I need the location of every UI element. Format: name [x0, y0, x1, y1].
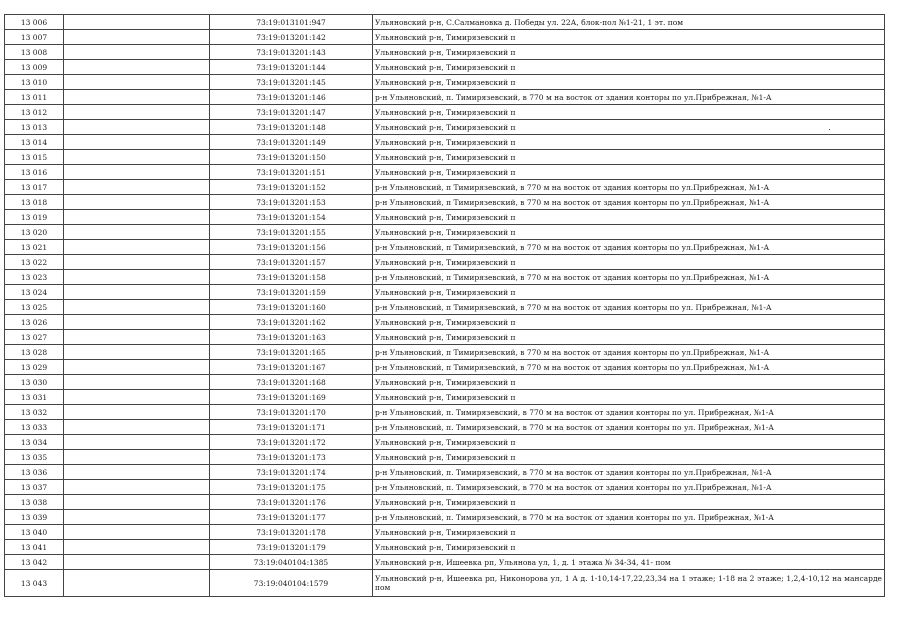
row-number: 13 012: [5, 105, 64, 120]
cadastral-number: 73:19:013201:160: [210, 300, 373, 315]
table-row: [5, 510, 885, 525]
row-number: 13 026: [5, 315, 64, 330]
cadastral-number: 73:19:013201:165: [210, 345, 373, 360]
row-number: 13 017: [5, 180, 64, 195]
row-number: 13 019: [5, 210, 64, 225]
row-blank-cell: [64, 450, 210, 465]
row-number: 13 007: [5, 30, 64, 45]
table-row: [5, 495, 885, 510]
cadastral-number: 73:19:013201:173: [210, 450, 373, 465]
table-row: [5, 405, 885, 420]
cadastral-number: 73:19:013201:155: [210, 225, 373, 240]
address: Ульяновский р-н, Тимирязевский п: [373, 495, 885, 510]
address: р-н Ульяновский, п Тимирязевский, в 770 м на восток от здания конторы по ул.Прибрежная, №1-А: [373, 180, 885, 195]
row-blank-cell: [64, 510, 210, 525]
table-row: [5, 360, 885, 375]
row-blank-cell: [64, 315, 210, 330]
row-number: 13 009: [5, 60, 64, 75]
address: Ульяновский р-н, Тимирязевский п: [373, 105, 885, 120]
row-number: 13 033: [5, 420, 64, 435]
cadastral-number: 73:19:013201:174: [210, 465, 373, 480]
row-blank-cell: [64, 360, 210, 375]
table-row: [5, 300, 885, 315]
table-row: [5, 465, 885, 480]
row-number: 13 034: [5, 435, 64, 450]
address: Ульяновский р-н, С.Салмановка д. Победы ул. 22А, блок-пол №1-21, 1 эт. пом: [373, 15, 885, 30]
address: Ульяновский р-н, Ишеевка рп, Никонорова ул, 1 А д. 1-10,14-17,22,23,34 на 1 этаже; 1-18 на 2 этаже; 1,2,4-10,12 на мансарде пом: [373, 570, 885, 597]
row-blank-cell: [64, 330, 210, 345]
row-blank-cell: [64, 75, 210, 90]
address: Ульяновский р-н, Тимирязевский п: [373, 60, 885, 75]
row-number: 13 029: [5, 360, 64, 375]
cadastral-number: 73:19:013201:144: [210, 60, 373, 75]
address: р-н Ульяновский, п. Тимирязевский, в 770 м на восток от здания конторы по ул. Прибрежная, №1-А: [373, 510, 885, 525]
row-blank-cell: [64, 30, 210, 45]
row-blank-cell: [64, 90, 210, 105]
address: р-н Ульяновский, п Тимирязевский, в 770 м на восток от здания конторы по ул.Прибрежная, №1-А: [373, 345, 885, 360]
cadastral-number: 73:19:013201:151: [210, 165, 373, 180]
row-number: 13 030: [5, 375, 64, 390]
row-number: 13 038: [5, 495, 64, 510]
address: Ульяновский р-н, Тимирязевский п: [373, 210, 885, 225]
row-number: 13 008: [5, 45, 64, 60]
cadastral-number: 73:19:013201:146: [210, 90, 373, 105]
address: Ульяновский р-н, Тимирязевский п: [373, 120, 885, 135]
row-blank-cell: [64, 195, 210, 210]
table-row: [5, 240, 885, 255]
row-blank-cell: [64, 105, 210, 120]
row-number: 13 006: [5, 15, 64, 30]
row-number: 13 042: [5, 555, 64, 570]
row-number: 13 027: [5, 330, 64, 345]
row-blank-cell: [64, 255, 210, 270]
cadastral-number: 73:19:013101:947: [210, 15, 373, 30]
row-blank-cell: [64, 135, 210, 150]
table-row: [5, 555, 885, 570]
table-row: [5, 345, 885, 360]
table-row: [5, 15, 885, 30]
cadastral-number: 73:19:013201:162: [210, 315, 373, 330]
table-row: [5, 285, 885, 300]
table-row: [5, 315, 885, 330]
address: р-н Ульяновский, п. Тимирязевский, в 770 м на восток от здания конторы по ул.Прибрежная, №1-А: [373, 465, 885, 480]
cadastral-number: 73:19:013201:147: [210, 105, 373, 120]
row-blank-cell: [64, 525, 210, 540]
row-number: 13 023: [5, 270, 64, 285]
address: Ульяновский р-н, Тимирязевский п: [373, 435, 885, 450]
row-blank-cell: [64, 150, 210, 165]
cadastral-number: 73:19:040104:1579: [210, 570, 373, 597]
cadastral-number: 73:19:013201:154: [210, 210, 373, 225]
cadastral-number: 73:19:013201:158: [210, 270, 373, 285]
address: р-н Ульяновский, п Тимирязевский, в 770 м на восток от здания конторы по ул.Прибрежная, №1-А: [373, 195, 885, 210]
register-table: [4, 14, 885, 597]
row-number: 13 037: [5, 480, 64, 495]
address: Ульяновский р-н, Тимирязевский п: [373, 165, 885, 180]
row-blank-cell: [64, 465, 210, 480]
address: р-н Ульяновский, п Тимирязевский, в 770 м на восток от здания конторы по ул.Прибрежная, №1-А: [373, 270, 885, 285]
cadastral-number: 73:19:013201:153: [210, 195, 373, 210]
cadastral-number: 73:19:013201:172: [210, 435, 373, 450]
row-blank-cell: [64, 270, 210, 285]
cadastral-number: 73:19:013201:178: [210, 525, 373, 540]
cadastral-number: 73:19:013201:149: [210, 135, 373, 150]
cadastral-number: 73:19:013201:168: [210, 375, 373, 390]
cadastral-number: 73:19:013201:177: [210, 510, 373, 525]
table-row: [5, 390, 885, 405]
address: р-н Ульяновский, п. Тимирязевский, в 770 м на восток от здания конторы по ул. Прибрежная, №1-А: [373, 420, 885, 435]
row-number: 13 039: [5, 510, 64, 525]
table-row: [5, 480, 885, 495]
row-blank-cell: [64, 165, 210, 180]
cadastral-number: 73:19:013201:157: [210, 255, 373, 270]
table-row: [5, 135, 885, 150]
cadastral-number: 73:19:040104:1385: [210, 555, 373, 570]
row-blank-cell: [64, 495, 210, 510]
address: р-н Ульяновский, п. Тимирязевский, в 770 м на восток от здания конторы по ул. Прибрежная, №1-А: [373, 405, 885, 420]
row-blank-cell: [64, 120, 210, 135]
address: Ульяновский р-н, Тимирязевский п: [373, 525, 885, 540]
row-blank-cell: [64, 180, 210, 195]
table-row: [5, 90, 885, 105]
row-blank-cell: [64, 225, 210, 240]
address: р-н Ульяновский, п Тимирязевский, в 770 м на восток от здания конторы по ул.Прибрежная, №1-А: [373, 240, 885, 255]
table-row: [5, 120, 885, 135]
table-row: [5, 420, 885, 435]
row-number: 13 016: [5, 165, 64, 180]
row-blank-cell: [64, 300, 210, 315]
cadastral-number: 73:19:013201:148: [210, 120, 373, 135]
row-number: 13 040: [5, 525, 64, 540]
address: Ульяновский р-н, Тимирязевский п: [373, 150, 885, 165]
address: Ульяновский р-н, Тимирязевский п: [373, 30, 885, 45]
address: Ульяновский р-н, Ишеевка рп, Ульянова ул, 1, д. 1 этажа № 34-34, 41- пом: [373, 555, 885, 570]
cadastral-number: 73:19:013201:179: [210, 540, 373, 555]
table-row: [5, 195, 885, 210]
table-row: [5, 435, 885, 450]
address: р-н Ульяновский, п. Тимирязевский, в 770 м на восток от здания конторы по ул.Прибрежная, №1-А: [373, 90, 885, 105]
address: р-н Ульяновский, п Тимирязевский, в 770 м на восток от здания конторы по ул. Прибрежная, №1-А: [373, 300, 885, 315]
row-number: 13 020: [5, 225, 64, 240]
row-number: 13 031: [5, 390, 64, 405]
table-row: [5, 450, 885, 465]
row-blank-cell: [64, 555, 210, 570]
table-row: [5, 150, 885, 165]
address: Ульяновский р-н, Тимирязевский п: [373, 390, 885, 405]
address: Ульяновский р-н, Тимирязевский п: [373, 45, 885, 60]
row-number: 13 032: [5, 405, 64, 420]
row-blank-cell: [64, 540, 210, 555]
row-blank-cell: [64, 435, 210, 450]
row-number: 13 028: [5, 345, 64, 360]
cadastral-number: 73:19:013201:176: [210, 495, 373, 510]
cadastral-number: 73:19:013201:167: [210, 360, 373, 375]
address: Ульяновский р-н, Тимирязевский п: [373, 450, 885, 465]
address: р-н Ульяновский, п. Тимирязевский, в 770 м на восток от здания конторы по ул.Прибрежная, №1-А: [373, 480, 885, 495]
table-row: [5, 255, 885, 270]
row-number: 13 043: [5, 570, 64, 597]
row-blank-cell: [64, 480, 210, 495]
address: Ульяновский р-н, Тимирязевский п: [373, 375, 885, 390]
cadastral-number: 73:19:013201:159: [210, 285, 373, 300]
row-blank-cell: [64, 390, 210, 405]
table-row: [5, 45, 885, 60]
row-blank-cell: [64, 60, 210, 75]
cadastral-number: 73:19:013201:145: [210, 75, 373, 90]
table-row: [5, 105, 885, 120]
cadastral-number: 73:19:013201:169: [210, 390, 373, 405]
row-number: 13 041: [5, 540, 64, 555]
row-blank-cell: [64, 210, 210, 225]
row-number: 13 011: [5, 90, 64, 105]
table-row: [5, 75, 885, 90]
table-row: [5, 540, 885, 555]
table-row: [5, 330, 885, 345]
cadastral-number: 73:19:013201:170: [210, 405, 373, 420]
table-row: [5, 270, 885, 285]
cadastral-number: 73:19:013201:142: [210, 30, 373, 45]
table-row: [5, 60, 885, 75]
address: Ульяновский р-н, Тимирязевский п: [373, 75, 885, 90]
scan-speck: [829, 129, 830, 130]
address: Ульяновский р-н, Тимирязевский п: [373, 315, 885, 330]
cadastral-number: 73:19:013201:171: [210, 420, 373, 435]
row-number: 13 036: [5, 465, 64, 480]
cadastral-number: 73:19:013201:152: [210, 180, 373, 195]
row-blank-cell: [64, 45, 210, 60]
address: Ульяновский р-н, Тимирязевский п: [373, 225, 885, 240]
table-row: [5, 570, 885, 597]
row-blank-cell: [64, 240, 210, 255]
row-blank-cell: [64, 570, 210, 597]
table-row: [5, 525, 885, 540]
cadastral-number: 73:19:013201:143: [210, 45, 373, 60]
address: р-н Ульяновский, п Тимирязевский, в 770 м на восток от здания конторы по ул.Прибрежная, №1-А: [373, 360, 885, 375]
address: Ульяновский р-н, Тимирязевский п: [373, 330, 885, 345]
cadastral-number: 73:19:013201:156: [210, 240, 373, 255]
address: Ульяновский р-н, Тимирязевский п: [373, 540, 885, 555]
row-number: 13 021: [5, 240, 64, 255]
row-number: 13 013: [5, 120, 64, 135]
row-blank-cell: [64, 345, 210, 360]
table-row: [5, 180, 885, 195]
row-number: 13 015: [5, 150, 64, 165]
cadastral-number: 73:19:013201:175: [210, 480, 373, 495]
address: Ульяновский р-н, Тимирязевский п: [373, 255, 885, 270]
address: Ульяновский р-н, Тимирязевский п: [373, 135, 885, 150]
row-blank-cell: [64, 15, 210, 30]
address: Ульяновский р-н, Тимирязевский п: [373, 285, 885, 300]
row-number: 13 035: [5, 450, 64, 465]
table-row: [5, 210, 885, 225]
row-blank-cell: [64, 375, 210, 390]
row-number: 13 010: [5, 75, 64, 90]
row-number: 13 018: [5, 195, 64, 210]
row-number: 13 014: [5, 135, 64, 150]
row-blank-cell: [64, 285, 210, 300]
row-blank-cell: [64, 420, 210, 435]
register-table-body: [5, 15, 885, 597]
cadastral-number: 73:19:013201:163: [210, 330, 373, 345]
row-number: 13 024: [5, 285, 64, 300]
table-row: [5, 225, 885, 240]
row-blank-cell: [64, 405, 210, 420]
table-row: [5, 165, 885, 180]
row-number: 13 025: [5, 300, 64, 315]
table-row: [5, 375, 885, 390]
row-number: 13 022: [5, 255, 64, 270]
cadastral-number: 73:19:013201:150: [210, 150, 373, 165]
table-row: [5, 30, 885, 45]
